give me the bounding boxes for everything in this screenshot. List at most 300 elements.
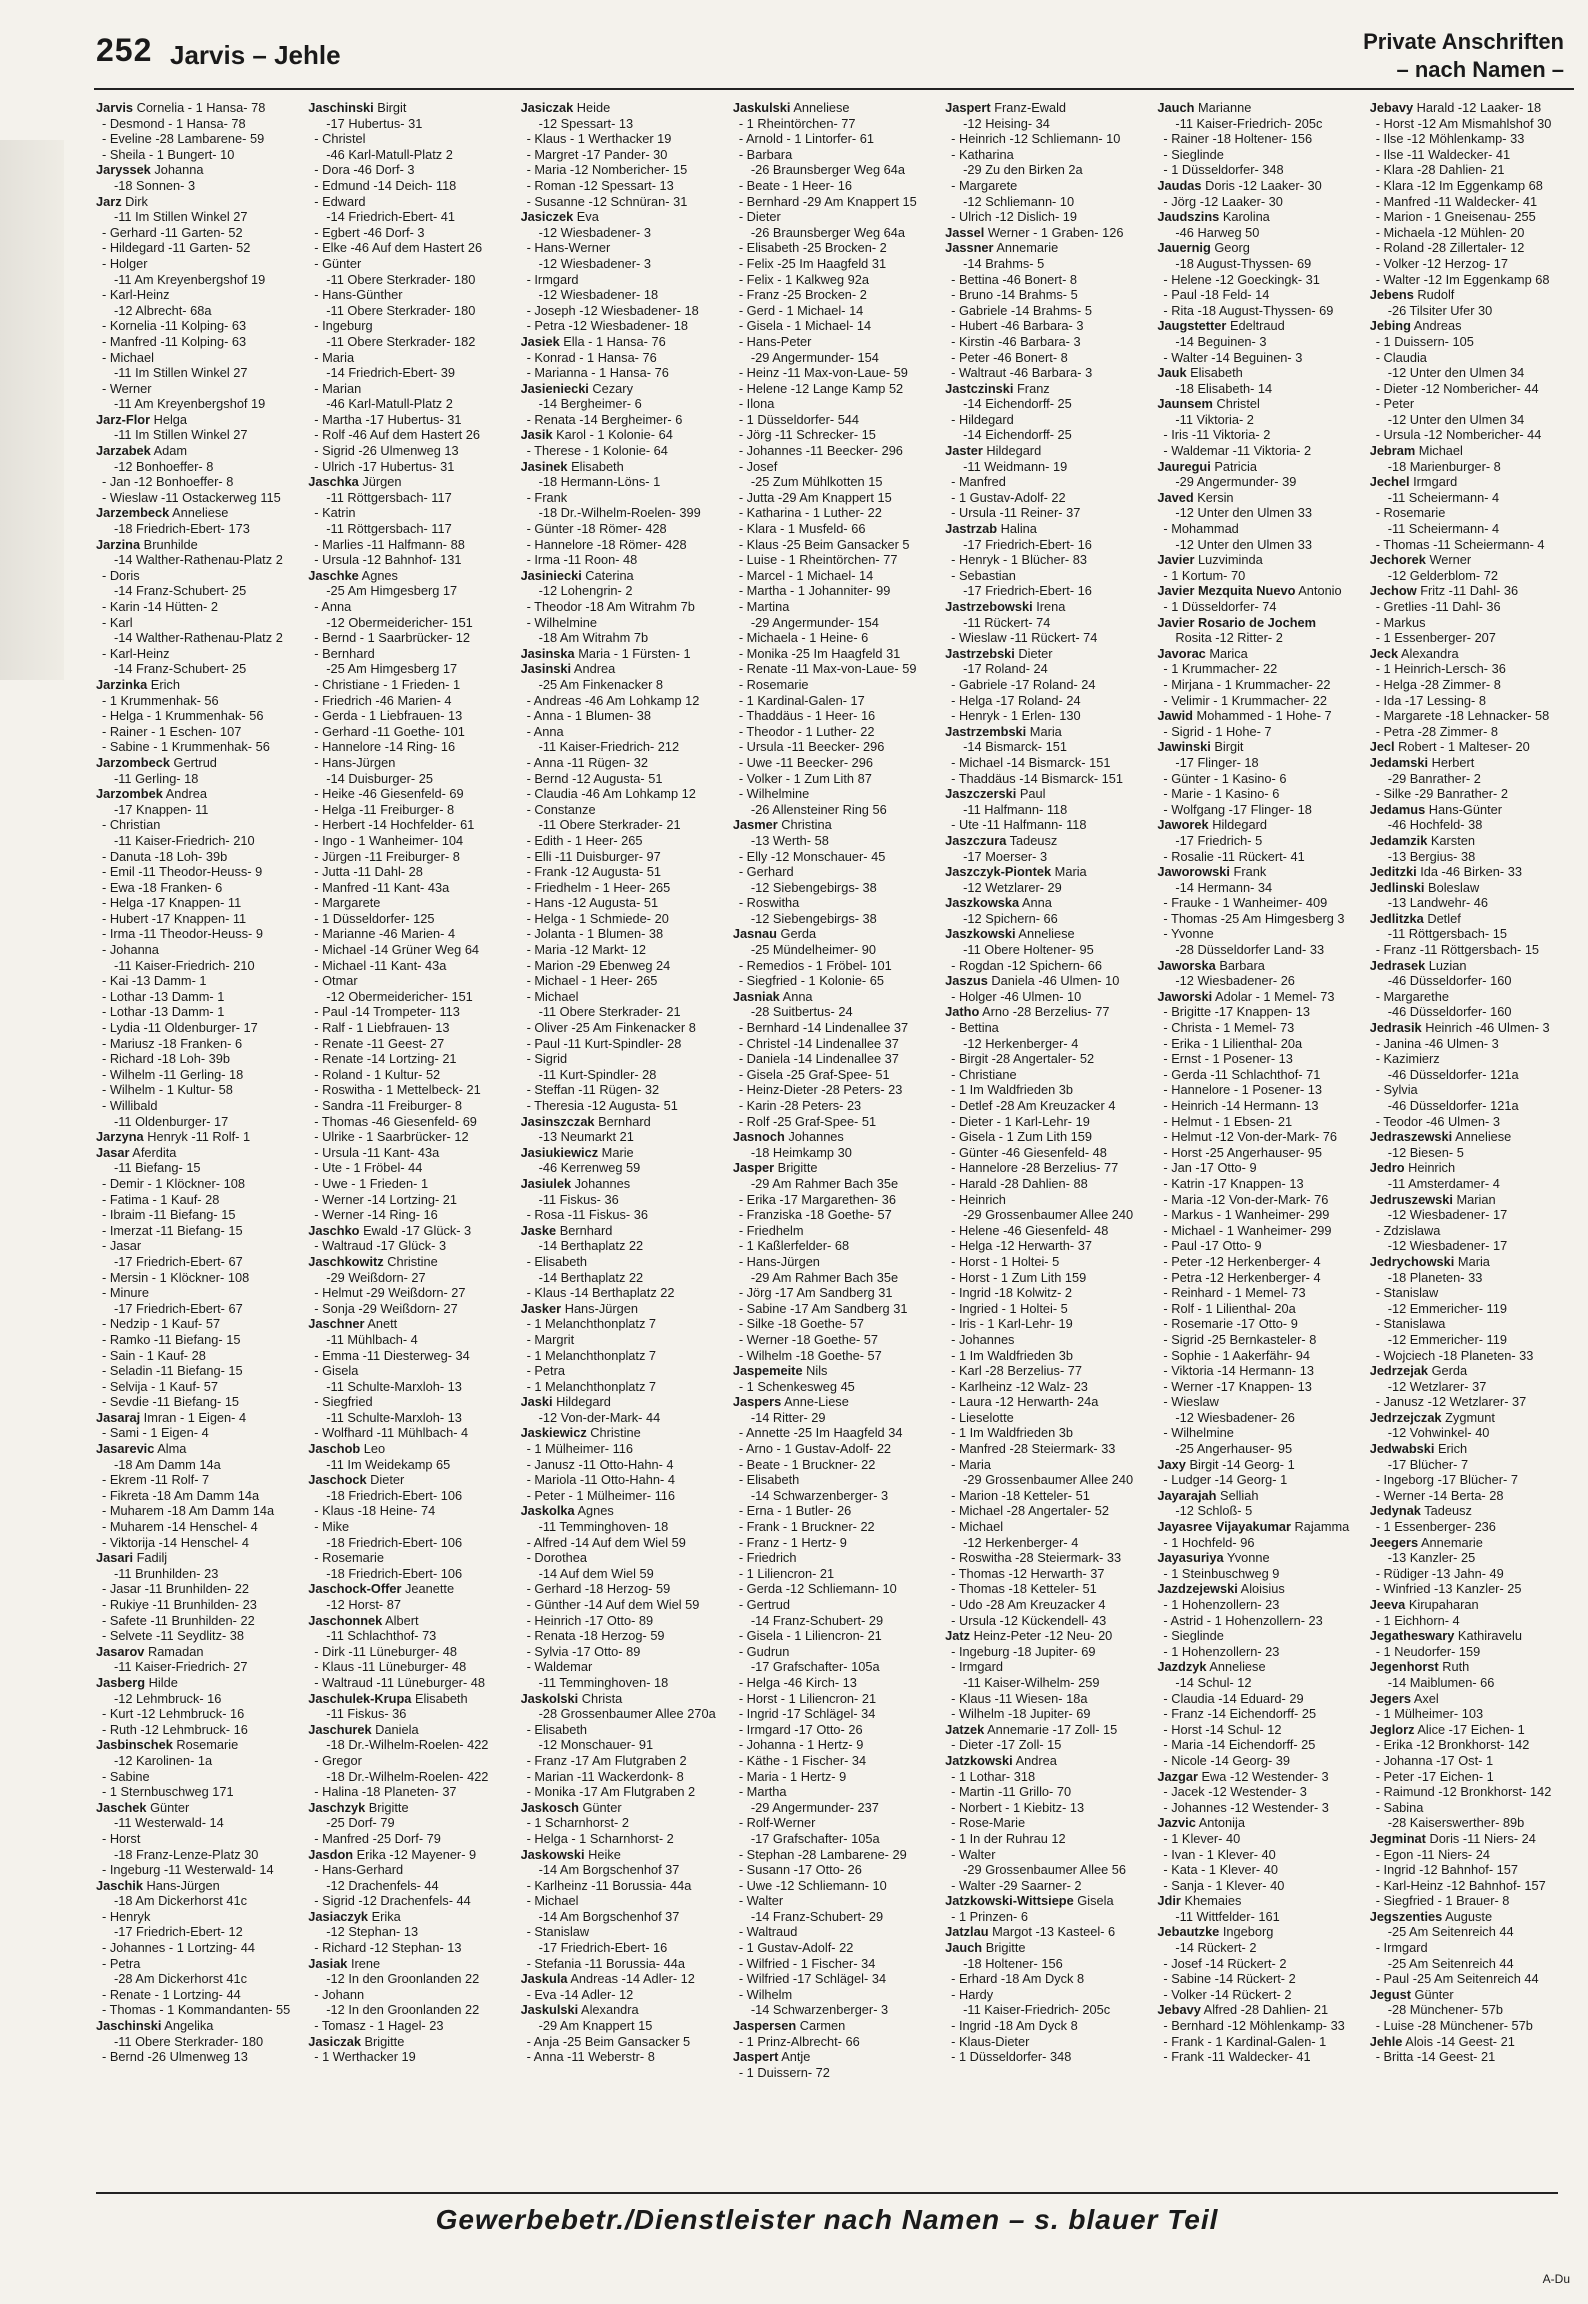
entry-text: - Edmund -14 Deich- 118	[314, 177, 457, 193]
entry-text: - Erika -17 Margarethen- 36	[738, 1191, 897, 1207]
entry-text: - Katharina	[951, 146, 1014, 162]
directory-entry-line	[945, 1737, 1149, 1753]
directory-entry-line	[96, 739, 300, 755]
directory-entry-line	[945, 1270, 1149, 1286]
directory-entry-line	[308, 350, 512, 366]
directory-entry-line	[308, 334, 512, 350]
entry-text: -11 Im Weidekamp 65	[326, 1456, 451, 1472]
entry-text: -12 Wetzlarer- 29	[963, 879, 1062, 895]
directory-entry-line	[1370, 412, 1574, 428]
entry-text: -14 Walther-Rathenau-Platz 2	[114, 552, 283, 568]
entry-text: - Hans-Jürgen	[738, 1253, 820, 1269]
directory-entry-line	[733, 1956, 937, 1972]
entry-text: - Seladin -11 Biefang- 15	[102, 1363, 243, 1379]
directory-entry-line	[521, 1597, 725, 1613]
directory-entry-head	[96, 1145, 300, 1161]
surname: Javorac	[1157, 645, 1206, 661]
entry-text: Ruth	[1438, 1659, 1470, 1675]
directory-entry-line	[1370, 1472, 1574, 1488]
directory-entry-line	[1157, 2034, 1361, 2050]
directory-entry-line	[96, 1379, 300, 1395]
directory-entry-head	[1370, 1192, 1574, 1208]
entry-text: -11 Im Stillen Winkel 27	[114, 209, 248, 225]
surname: Jaschka	[308, 474, 359, 490]
directory-entry-line	[733, 1254, 937, 1270]
directory-entry-line	[308, 661, 512, 677]
directory-entry-line	[945, 849, 1149, 865]
entry-text: -18 Am Dickerhorst 41c	[114, 1893, 247, 1909]
directory-entry-line	[521, 490, 725, 506]
directory-entry-head	[1370, 1129, 1574, 1145]
entry-text: - Werner -14 Ring- 16	[314, 1207, 438, 1223]
entry-text: Marian	[1452, 1191, 1496, 1207]
directory-entry-line	[96, 661, 300, 677]
directory-entry-line	[733, 162, 937, 178]
directory-entry-head	[1157, 1488, 1361, 1504]
entry-text: - Christel -14 Lindenallee 37	[738, 1035, 899, 1051]
directory-entry-line	[1157, 1940, 1361, 1956]
entry-text: - Heinrich -12 Schliemann- 10	[951, 131, 1121, 147]
directory-entry-line	[521, 1332, 725, 1348]
entry-text: -14 Franz-Schubert- 29	[750, 1908, 884, 1924]
entry-text: Maria	[1454, 1253, 1490, 1269]
directory-entry-head	[945, 1004, 1149, 1020]
entry-text: - Volker - 1 Zum Lith 87	[738, 770, 872, 786]
entry-text: Alice -17 Eichen- 1	[1414, 1721, 1525, 1737]
entry-text: - Ilse -12 Möhlenkamp- 33	[1375, 131, 1525, 147]
surname: Jatz	[945, 1628, 971, 1644]
entry-text: - Sabina	[1375, 1799, 1424, 1815]
surname: Jaskosch	[520, 1799, 579, 1815]
entry-text: Anneliese	[1206, 1659, 1266, 1675]
entry-text: Ewa -12 Westender- 3	[1197, 1768, 1329, 1784]
entry-text: - Rosemarie -17 Otto- 9	[1163, 1316, 1298, 1332]
directory-entry-head	[1157, 490, 1361, 506]
directory-entry-line	[308, 1114, 512, 1130]
directory-entry-line	[1370, 1114, 1574, 1130]
directory-entry-line	[521, 1519, 725, 1535]
entry-text: Henryk -11 Rolf- 1	[143, 1129, 251, 1145]
directory-entry-line	[1370, 1644, 1574, 1660]
entry-text: - Walter	[738, 1893, 784, 1909]
directory-entry-line	[308, 1036, 512, 1052]
entry-text: Johanna	[150, 162, 204, 178]
entry-text: Gerda	[1428, 1363, 1468, 1379]
entry-text: - Walter -14 Beguinen- 3	[1163, 349, 1303, 365]
directory-entry-line	[1157, 1223, 1361, 1239]
directory-entry-line	[308, 1893, 512, 1909]
directory-entry-head	[1157, 958, 1361, 974]
entry-text: Heide	[573, 100, 611, 115]
directory-entry-line	[521, 1129, 725, 1145]
entry-text: -12 Obermeidericher- 151	[326, 614, 473, 630]
directory-entry-head	[1370, 583, 1574, 599]
entry-text: Daniela	[371, 1721, 419, 1737]
entry-text: Elisabeth	[567, 458, 624, 474]
entry-text: - Johannes -11 Beecker- 296	[738, 443, 903, 459]
entry-text: - Klara -28 Dahlien- 21	[1375, 162, 1505, 178]
entry-text: - Waldemar	[526, 1659, 593, 1675]
entry-text: - Elli -11 Duisburger- 97	[526, 848, 661, 864]
entry-text: - Lydia -11 Oldenburger- 17	[102, 1020, 258, 1036]
entry-text: -12 Wiesbadener- 18	[538, 287, 659, 303]
directory-entry-head	[733, 2018, 937, 2034]
entry-text: - Luise -28 Münchener- 57b	[1375, 2018, 1533, 2034]
entry-text: - Theodor -18 Am Witrahm 7b	[526, 599, 695, 614]
entry-text: - Johannes - 1 Lortzing- 44	[102, 1940, 255, 1956]
entry-text: -12 Bonhoeffer- 8	[114, 458, 214, 474]
entry-text: - Elisabeth -25 Brocken- 2	[738, 240, 887, 256]
surname: Jarzinka	[96, 676, 148, 692]
directory-entry-line	[308, 1176, 512, 1192]
directory-entry-line	[96, 256, 300, 272]
entry-text: - Danuta -18 Loh- 39b	[102, 848, 228, 864]
directory-entry-head	[1157, 864, 1361, 880]
surname: Jatho	[945, 1004, 980, 1020]
directory-entry-head	[521, 1176, 725, 1192]
surname: Jedynak	[1369, 1503, 1421, 1519]
entry-text: -29 Grossenbaumer Allee 56	[963, 1862, 1127, 1878]
directory-entry-line	[733, 1004, 937, 1020]
surname: Jaszkowski	[945, 926, 1016, 942]
entry-text: - Franz - 1 Hertz- 9	[738, 1534, 847, 1550]
directory-entry-line	[945, 1488, 1149, 1504]
directory-entry-line	[308, 240, 512, 256]
directory-entry-line	[733, 225, 937, 241]
entry-text: -17 Grafschafter- 105a	[750, 1830, 880, 1846]
entry-text: -29 Am Knappert 15	[538, 2018, 653, 2034]
surname: Jaryssek	[96, 162, 151, 178]
entry-text: -11 Obere Sterkrader- 21	[538, 1004, 681, 1020]
entry-text: -14 Franz-Schubert- 29	[750, 1612, 884, 1628]
directory-entry-line	[521, 1472, 725, 1488]
directory-entry-line	[96, 1831, 300, 1847]
directory-entry-head	[1157, 1769, 1361, 1785]
directory-entry-line	[733, 552, 937, 568]
directory-entry-line	[96, 615, 300, 631]
column-7	[1370, 100, 1574, 2180]
directory-entry-line	[733, 443, 937, 459]
directory-entry-line	[308, 1628, 512, 1644]
entry-text: - Claudia -46 Am Lohkamp 12	[526, 786, 696, 802]
directory-entry-line	[733, 334, 937, 350]
entry-text: - Annette -25 Im Haagfeld 34	[738, 1425, 903, 1441]
directory-entry-line	[733, 1722, 937, 1738]
entry-text: - Hubert -17 Knappen- 11	[102, 910, 247, 926]
entry-text: - Joseph -12 Wiesbadener- 18	[526, 302, 699, 318]
entry-text: -14 Ritter- 29	[750, 1409, 826, 1425]
entry-text: - Mariusz -18 Franken- 6	[102, 1035, 243, 1051]
entry-text: Albert	[382, 1612, 419, 1628]
entry-text: - Mohammad	[1163, 521, 1239, 537]
directory-entry-line	[521, 1363, 725, 1379]
directory-entry-line	[96, 1597, 300, 1613]
directory-entry-line	[1370, 708, 1574, 724]
entry-text: Imran - 1 Eigen- 4	[140, 1409, 247, 1425]
entry-text: - Volker -14 Rückert- 2	[1163, 1986, 1292, 2002]
entry-text: Anne-Liese	[781, 1394, 849, 1410]
entry-text: -11 Obere Sterkrader- 182	[326, 333, 476, 349]
entry-text: -18 Dr.-Wilhelm-Roelen- 422	[326, 1768, 489, 1784]
directory-entry-line	[1370, 1566, 1574, 1582]
directory-entry-line	[96, 334, 300, 350]
entry-text: Karsten	[1427, 832, 1475, 848]
entry-text: - Irmgard	[1375, 1940, 1428, 1956]
entry-text: -17 Friedrich-Ebert- 67	[114, 1300, 243, 1316]
directory-entry-line	[521, 833, 725, 849]
entry-text: - Kornelia -11 Kolping- 63	[102, 318, 247, 334]
entry-text: - Anna	[526, 723, 564, 739]
directory-entry-line	[1370, 381, 1574, 397]
entry-text: - Thomas -18 Ketteler- 51	[951, 1581, 1097, 1597]
page-edge-tab	[0, 140, 64, 680]
directory-entry-line	[733, 272, 937, 288]
directory-entry-line	[945, 350, 1149, 366]
directory-entry-line	[945, 365, 1149, 381]
entry-text: - Ute -11 Halfmann- 118	[951, 817, 1087, 833]
directory-entry-line	[96, 1394, 300, 1410]
directory-entry-line	[96, 1098, 300, 1114]
entry-text: -18 Heimkamp 30	[750, 1144, 852, 1160]
entry-text: - Iris -11 Viktoria- 2	[1163, 427, 1271, 443]
entry-text: Christina	[777, 817, 832, 833]
directory-entry-line	[521, 849, 725, 865]
entry-text: - Daniela -14 Lindenallee 37	[738, 1051, 899, 1067]
entry-text: -28 Münchener- 57b	[1387, 2002, 1503, 2018]
entry-text: - 1 Heinrich-Lersch- 36	[1375, 661, 1506, 677]
directory-entry-line	[96, 599, 300, 615]
entry-text: -12 Wiesbadener- 26	[1175, 1409, 1295, 1425]
directory-entry-line	[308, 1706, 512, 1722]
entry-text: Jürgen	[358, 474, 402, 490]
directory-entry-line	[1370, 209, 1574, 225]
directory-entry-line	[96, 1363, 300, 1379]
entry-text: - Margrit	[526, 1331, 575, 1347]
surname: Jasdon	[308, 1846, 354, 1862]
entry-text: Anna	[779, 988, 813, 1004]
entry-text: - Karl-Heinz -12 Bahnhof- 157	[1375, 1877, 1546, 1893]
directory-entry-head	[308, 1472, 512, 1488]
directory-entry-line	[308, 256, 512, 272]
directory-entry-line	[308, 505, 512, 521]
directory-entry-line	[733, 303, 937, 319]
entry-text: -14 Schwarzenberger- 3	[750, 2002, 889, 2018]
entry-text: - Klaus -14 Berthaplatz 22	[526, 1285, 675, 1301]
directory-entry-head	[1370, 1722, 1574, 1738]
surname: Jaszczerski	[945, 786, 1017, 802]
surname: Jedamski	[1369, 754, 1429, 770]
directory-entry-line	[1157, 1987, 1361, 2003]
directory-entry-line	[96, 1691, 300, 1707]
footer-note: Gewerbebetr./Dienstleister nach Namen – s. blauer Teil	[435, 2204, 1219, 2235]
directory-entry-line	[308, 1753, 512, 1769]
surname: Jasiak	[308, 1955, 348, 1971]
entry-text: - Anna - 1 Blumen- 38	[526, 708, 652, 724]
directory-entry-line	[733, 365, 937, 381]
entry-text: - Walter	[951, 1846, 996, 1862]
directory-entry-line	[945, 1348, 1149, 1364]
entry-text: -11 Kaiser-Friedrich- 210	[114, 832, 255, 848]
entry-text: Gisela	[1073, 1893, 1114, 1909]
surname: Jasik	[520, 427, 553, 443]
entry-text: - Wojciech -18 Planeten- 33	[1375, 1347, 1534, 1363]
surname: Jaski	[520, 1394, 553, 1410]
entry-text: - Kirstin -46 Barbara- 3	[951, 333, 1081, 349]
directory-entry-line	[733, 490, 937, 506]
entry-text: - Thaddäus - 1 Heer- 16	[738, 708, 876, 724]
entry-text: -12 Biesen- 5	[1387, 1144, 1464, 1160]
directory-entry-line	[308, 1285, 512, 1301]
entry-text: - Ingeburg -18 Jupiter- 69	[951, 1643, 1096, 1659]
directory-entry-head	[1370, 100, 1574, 116]
directory-entry-line	[96, 2034, 300, 2050]
entry-text: - Roland - 1 Kultur- 52	[314, 1066, 441, 1082]
entry-text: - Maria -14 Eichendorff- 25	[1163, 1737, 1316, 1753]
directory-entry-line	[96, 1893, 300, 1909]
surname: Jasiulek	[520, 1175, 572, 1191]
entry-text: - Ursula -12 Nombericher- 44	[1375, 427, 1542, 443]
directory-entry-head	[521, 1971, 725, 1987]
directory-entry-line	[308, 1238, 512, 1254]
entry-text: Andrea	[162, 786, 207, 802]
entry-text: - 1 Krummenhak- 56	[102, 692, 219, 708]
directory-entry-line	[1157, 1441, 1361, 1457]
directory-entry-line	[308, 1332, 512, 1348]
entry-text: - Dirk -11 Lüneburger- 48	[314, 1643, 458, 1659]
entry-text: - Sain - 1 Kauf- 28	[102, 1347, 206, 1363]
directory-entry-line	[1157, 1254, 1361, 1270]
entry-text: - Ekrem -11 Rolf- 7	[102, 1472, 210, 1488]
directory-entry-line	[521, 1270, 725, 1286]
entry-text: Antonija	[1195, 1815, 1245, 1831]
directory-entry-line	[521, 1956, 725, 1972]
directory-entry-line	[521, 1940, 725, 1956]
entry-text: - Nedzip - 1 Kauf- 57	[102, 1316, 221, 1332]
entry-text: -14 Beguinen- 3	[1175, 333, 1267, 349]
entry-text: - Gerda -12 Schliemann- 10	[738, 1581, 897, 1597]
directory-entry-line	[1157, 1332, 1361, 1348]
directory-entry-line	[308, 802, 512, 818]
entry-text: -17 Blücher- 7	[1387, 1456, 1469, 1472]
directory-entry-head	[1370, 911, 1574, 927]
surname: Jaskulski	[732, 100, 791, 115]
entry-text: - Heinrich -17 Otto- 89	[526, 1612, 654, 1628]
directory-entry-head	[521, 1425, 725, 1441]
directory-entry-line	[1157, 1675, 1361, 1691]
directory-entry-line	[733, 1332, 937, 1348]
directory-entry-line	[96, 1020, 300, 1036]
entry-text: - Rainer - 1 Eschen- 107	[102, 723, 242, 739]
surname: Jawinski	[1157, 739, 1211, 755]
entry-text: Antje	[778, 2049, 811, 2065]
entry-text: -14 Bergheimer- 6	[538, 396, 642, 412]
entry-text: - Marcel - 1 Michael- 14	[738, 567, 874, 583]
entry-text: - Thaddäus -14 Bismarck- 151	[951, 770, 1124, 786]
directory-entry-line	[733, 1067, 937, 1083]
entry-text: Christine	[383, 1253, 438, 1269]
entry-text: Georg	[1210, 240, 1250, 256]
entry-text: Mohammed - 1 Hohe- 7	[1192, 708, 1332, 724]
directory-entry-line	[308, 849, 512, 865]
surname: Jasniak	[732, 988, 780, 1004]
entry-text: - Helene -12 Lange Kamp 52	[738, 380, 904, 396]
directory-entry-line	[1370, 989, 1574, 1005]
entry-text: -29 Angermunder- 154	[750, 349, 879, 365]
directory-entry-line	[945, 1581, 1149, 1597]
directory-entry-line	[308, 1550, 512, 1566]
entry-text: Hildegard	[982, 443, 1042, 459]
directory-entry-line	[733, 973, 937, 989]
entry-text: - 1 Kaßlerfelder- 68	[738, 1238, 850, 1254]
surname: Jasarov	[96, 1643, 145, 1659]
surname: Jazvic	[1157, 1815, 1196, 1831]
directory-entry-line	[733, 521, 937, 537]
directory-entry-line	[96, 1519, 300, 1535]
directory-entry-head	[1370, 802, 1574, 818]
directory-entry-line	[308, 365, 512, 381]
directory-entry-line	[96, 1628, 300, 1644]
entry-text: - Viktoria -14 Hermann- 13	[1163, 1363, 1314, 1379]
entry-text: - Petra -12 Wiesbadener- 18	[526, 318, 689, 334]
surname: Jegers	[1369, 1690, 1411, 1706]
directory-entry-line	[1157, 1270, 1361, 1286]
directory-entry-line	[945, 1051, 1149, 1067]
directory-entry-head	[733, 2049, 937, 2065]
directory-entry-line	[733, 568, 937, 584]
entry-text: - Sieglinde	[1163, 1628, 1224, 1644]
directory-entry-line	[945, 1192, 1149, 1208]
entry-text: -28 Grossenbaumer Allee 270a	[538, 1706, 716, 1722]
directory-entry-line	[96, 1659, 300, 1675]
directory-entry-line	[96, 1332, 300, 1348]
entry-text: - Karin -28 Peters- 23	[738, 1098, 862, 1113]
surname: Jaworski	[1157, 988, 1213, 1004]
directory-entry-head	[96, 2018, 300, 2034]
directory-entry-line	[733, 1301, 937, 1317]
directory-entry-line	[733, 1878, 937, 1894]
directory-entry-line	[1157, 1160, 1361, 1176]
directory-entry-line	[96, 1503, 300, 1519]
directory-entry-line	[521, 1348, 725, 1364]
directory-entry-line	[1157, 537, 1361, 553]
surname: Jaskowski	[520, 1846, 585, 1862]
directory-entry-line	[1370, 303, 1574, 319]
entry-text: - Brigitte -17 Knappen- 13	[1163, 1004, 1310, 1020]
directory-entry-line	[733, 412, 937, 428]
directory-entry-line	[733, 1192, 937, 1208]
entry-text: - Ivan - 1 Klever- 40	[1163, 1846, 1276, 1862]
entry-text: - Katrin	[314, 505, 356, 521]
directory-entry-line	[1370, 1270, 1574, 1286]
directory-entry-line	[308, 1301, 512, 1317]
entry-text: - Mariola -11 Otto-Hahn- 4	[526, 1472, 675, 1488]
directory-entry-line	[521, 116, 725, 132]
directory-entry-line	[1370, 131, 1574, 147]
directory-entry-line	[96, 178, 300, 194]
directory-entry-line	[945, 131, 1149, 147]
directory-entry-head	[1157, 1659, 1361, 1675]
directory-entry-line	[733, 1472, 937, 1488]
entry-text: - Hannelore -14 Ring- 16	[314, 739, 456, 755]
directory-entry-line	[308, 599, 512, 615]
surname: Jaudszins	[1157, 209, 1220, 225]
entry-text: -11 Westerwald- 14	[114, 1815, 224, 1831]
directory-entry-line	[945, 1784, 1149, 1800]
directory-entry-head	[96, 755, 300, 771]
entry-text: -14 Berthaplatz 22	[538, 1269, 644, 1285]
entry-text: -11 Kaiser-Wilhelm- 259	[963, 1674, 1100, 1690]
entry-text: - Elke -46 Auf dem Hastert 26	[314, 240, 483, 256]
